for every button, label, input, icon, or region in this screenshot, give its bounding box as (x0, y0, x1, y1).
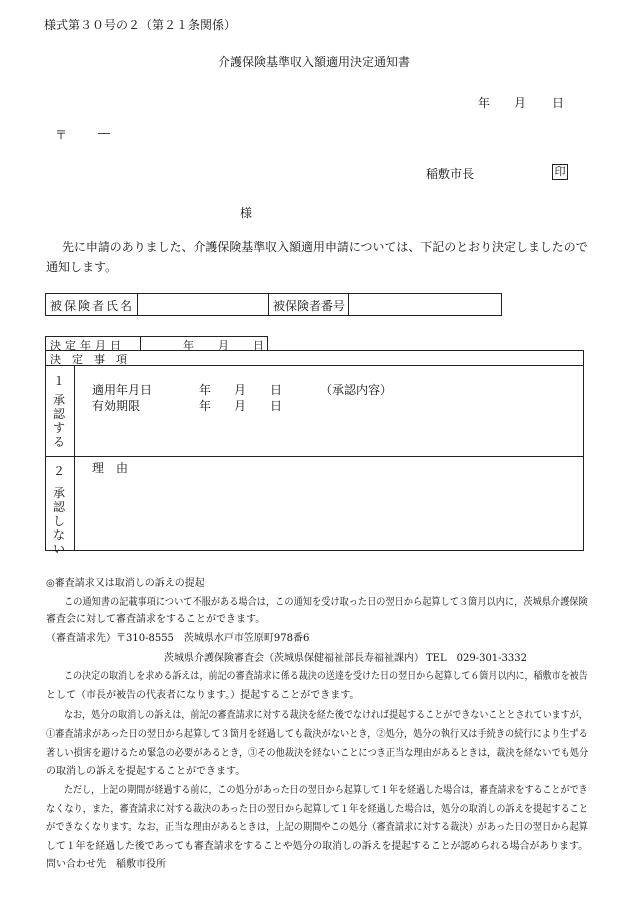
postal-mark: 〒 (55, 128, 68, 142)
valid-period-label: 有効期限 (92, 399, 141, 413)
approve-label: 承認する (52, 393, 65, 449)
date-month-label: 月 (514, 96, 527, 110)
document-title: 介護保険基準収入額適用決定通知書 (218, 55, 411, 69)
date-day-label: 日 (552, 96, 565, 110)
apply-month-label: 月 (234, 383, 247, 397)
apply-day-label: 日 (270, 383, 283, 397)
reject-number: ２ (52, 464, 65, 478)
notes-p3: なお，処分の取消しの訴えは，前記の審査請求に対する裁決を経た後でなければ提起することができないこととされていますが， (64, 710, 588, 721)
date-year-label: 年 (478, 96, 491, 110)
notes-address: （審査請求先）〒310-8555 茨城県水戸市笠原町978番6 (46, 633, 310, 644)
notes-p4: ただし，上記の期間が経過する前に，この処分があった日の翌日から起算して１年を経過した場合は，審査請求をすることができ (64, 785, 588, 796)
reject-label: 承認しない (52, 486, 65, 556)
reason-label: 理 由 (92, 461, 129, 475)
notes-p4d: して１年を経過した後であっても審査請求をすることや処分の取消しの訴えを提起することが認められる場合があります。 (46, 841, 588, 852)
notes-p2b: として（市長が被告の代表者になります。）提起することができます。 (46, 690, 360, 701)
notes-p3b: ①審査請求があった日の翌日から起算して３箇月を経過しても裁決がないとき，②処分，処分の執行又は手続きの続行により生ずる (46, 729, 588, 740)
intro-line-1: 先に申請のありました、介護保険基準収入額適用申請については、下記のとおり決定しましたので (62, 240, 588, 254)
issuer-name: 稲敷市長 (426, 167, 475, 181)
notes-office: 茨城県介護保険審査会（茨城県保健福祉部長寿福祉課内） (164, 653, 424, 664)
decision-year-label: 年 (183, 339, 194, 352)
notes-p3c: 著しい損害を避けるため緊急の必要があるとき，③その他裁決を経ないことにつき正当な理由があるときは，裁決を経ないでも処分 (46, 748, 589, 759)
insured-name-label: 被保険者氏名 (50, 299, 135, 313)
seal-stamp: 印 (552, 164, 568, 180)
decision-date-label: 決定年月日 (50, 339, 125, 352)
notes-p3d: の取消しの訴えを提起することができます。 (46, 766, 246, 777)
decision-matters-label: 決 定 事 項 (50, 353, 127, 366)
intro-line-2: 通知します。 (46, 260, 118, 274)
valid-month-label: 月 (234, 399, 247, 413)
apply-date-label: 適用年月日 (92, 383, 153, 397)
valid-year-label: 年 (199, 399, 212, 413)
notes-heading: ◎審査請求又は取消しの訴えの提起 (46, 578, 205, 589)
form-number: 様式第３０号の２（第２１条関係） (44, 18, 237, 32)
notes-tel: TEL 029-301-3332 (426, 653, 527, 664)
decision-month-label: 月 (218, 339, 229, 352)
decision-day-label: 日 (253, 339, 264, 352)
notes-p4b: なくなり，また，審査請求に対する裁決のあった日の翌日から起算して１年を経過した場合は，処分の取消しの訴えを提起すること (46, 804, 589, 815)
apply-year-label: 年 (199, 383, 212, 397)
contact-info: 問い合わせ先 稲敷市役所 (46, 859, 166, 870)
insured-number-label: 被保険者番号 (273, 299, 346, 313)
notes-p1b: 審査会に対して審査請求をすることができます。 (46, 614, 266, 625)
addressee-suffix: 様 (240, 206, 253, 220)
valid-day-label: 日 (270, 399, 283, 413)
notes-p1: この通知書の記載事項について不服がある場合は，この通知を受け取った日の翌日から起算して３箇月以内に，茨城県介護保険 (64, 597, 588, 608)
notes-p4c: ができなくなります。なお，正当な理由があるときは，上記の期間やこの処分（審査請求に対する裁決）があった日の翌日から起算 (46, 822, 588, 833)
notes-p2: この決定の取消しを求める訴えは，前記の審査請求に係る裁決の送達を受けた日の翌日から起算して６箇月以内に，稲敷市を被告 (64, 671, 588, 682)
approve-number: １ (52, 374, 65, 388)
postal-dash: ― (98, 126, 110, 140)
approval-content-label: （承認内容） (320, 383, 393, 397)
